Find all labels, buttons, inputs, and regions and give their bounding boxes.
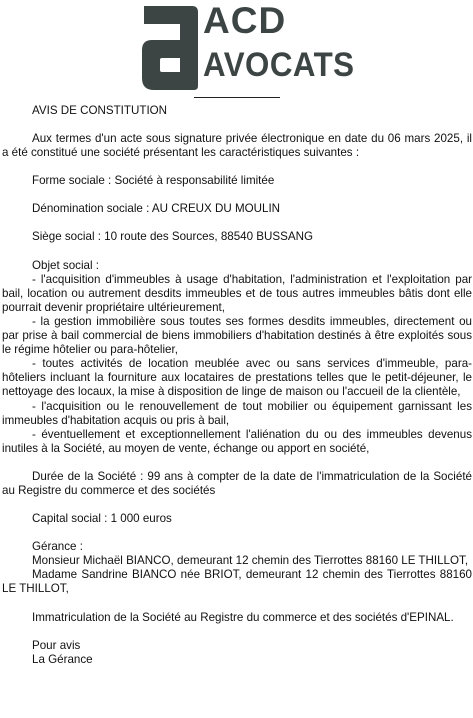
signature: La Gérance [32,652,93,666]
objet-item: - l'acquisition ou le renouvellement de tout mobilier ou équipement garnissant les immeubles d'habitation acquis ou pris à bail, [2,399,472,427]
pour-avis: Pour avis [32,638,81,652]
notice-title: AVIS DE CONSTITUTION [32,104,168,117]
capital-social: Capital social : 1 000 euros [32,512,172,526]
header-divider [194,97,280,98]
gerant-1: Monsieur Michaël BIANCO, demeurant 12 chemin des Tierrottes 88160 LE THILLOT, [32,554,469,568]
forme-sociale: Forme sociale : Société à responsabilité limitée [32,174,275,188]
notice-intro: Aux termes d'un acte sous signature privée électronique en date du 06 mars 2025, il a été constitué une société présentant les caractéristiques suivantes : [2,132,472,160]
gerant-2: Madame Sandrine BIANCO née BRIOT, demeurant 12 chemin des Tierrottes 88160 LE THILLOT, [2,568,472,596]
objet-item: - éventuellement et exceptionnellement l'aliénation du ou des immeubles devenus inutiles à la Société, au moyen de vente, échange ou apport en société, [2,427,472,455]
duree-societe: Durée de la Société : 99 ans à compter de la date de l'immatriculation de la Société au Registre du commerce et des sociétés [2,469,472,497]
notice-body [2,104,472,667]
logo-avocats-text: AVOCATS [203,46,355,84]
gerance-label: Gérance : [32,540,83,554]
objet-item: - toutes activités de location meublée avec ou sans services d'immeuble, para-hôteliers incluant la fourniture aux locataires de prestations telles que le petit-déjeuner, le nettoyage des locaux, la mise à disposition de linge de maison ou l'accueil de la clientèle, [2,357,472,399]
objet-item: - l'acquisition d'immeubles à usage d'habitation, l'administration et l'exploitation par bail, location ou autrement desdits immeubles et de tous autres immeubles bâtis dont elle pourrait devenir propriétaire ultérieurement, [2,272,472,314]
immatriculation: Immatriculation de la Société au Registre du commerce et des sociétés d'EPINAL. [32,610,454,624]
objet-social-label: Objet social : [32,258,100,272]
logo-a-mark-icon [140,0,200,92]
siege-social: Siège social : 10 route des Sources, 88540 BUSSANG [32,230,313,244]
acd-avocats-logo [140,0,355,92]
denomination-sociale: Dénomination sociale : AU CREUX DU MOULIN [32,202,281,216]
objet-item: - la gestion immobilière sous toutes ses formes desdits immeubles, directement ou par prise à bail commercial de biens immobiliers d'habitation destinés à être exploités sous le régime hôtelier ou para-hôtelier, [2,314,472,357]
logo-acd-text: ACD [203,0,287,41]
